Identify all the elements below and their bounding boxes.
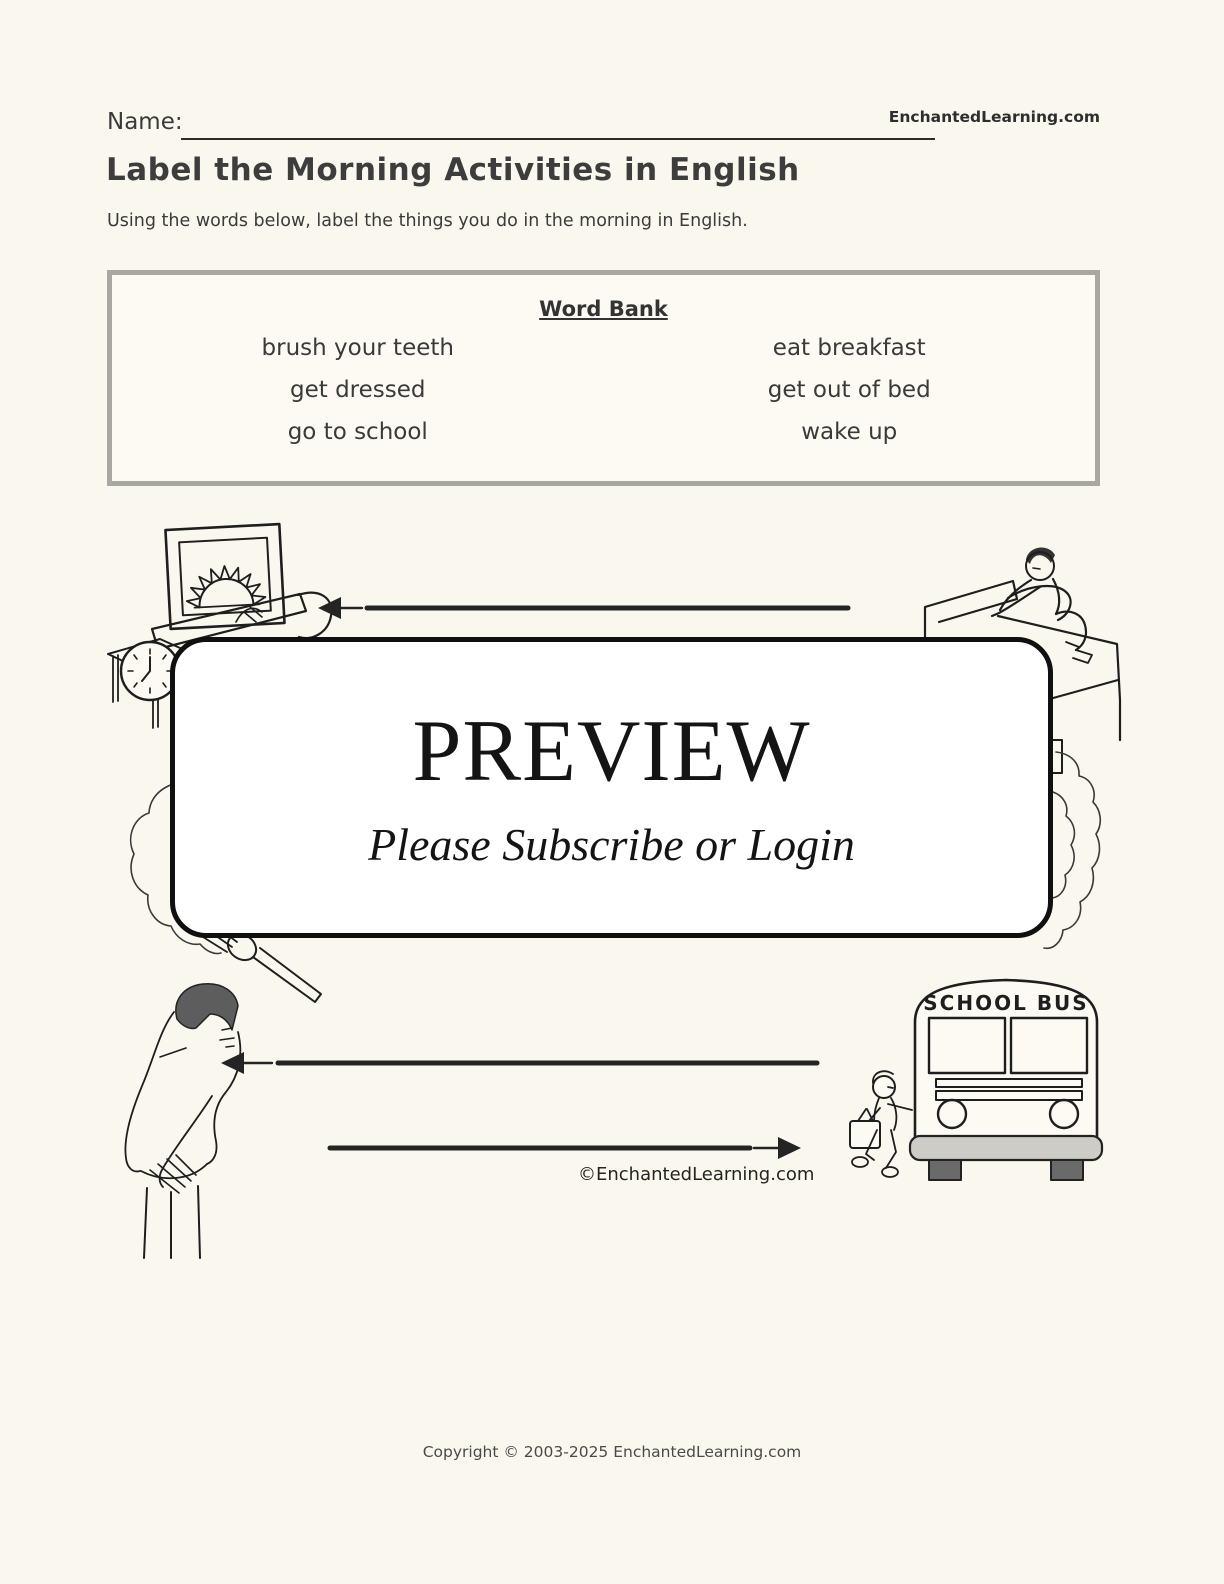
toothbrush-icon	[253, 948, 321, 1002]
name-label: Name:	[107, 109, 183, 135]
word-bank-item: go to school	[287, 419, 428, 445]
child-with-bag-icon	[850, 1071, 912, 1177]
instructions-text: Using the words below, label the things you do in the morning in English.	[107, 211, 748, 231]
word-bank-item: brush your teeth	[261, 335, 454, 361]
preview-title: PREVIEW	[412, 702, 811, 800]
watermark-text: ©EnchantedLearning.com	[578, 1164, 815, 1185]
site-link[interactable]: EnchantedLearning.com	[888, 108, 1100, 126]
copyright-text: Copyright © 2003-2025 EnchantedLearning.com	[422, 1443, 802, 1461]
right-arrow-icon	[778, 1137, 801, 1159]
word-bank-item: get out of bed	[767, 377, 931, 403]
blank-answer-line-1	[318, 597, 848, 619]
get-dressed-scene	[125, 984, 240, 1258]
word-bank-item: eat breakfast	[772, 335, 926, 361]
left-arrow-icon	[221, 1052, 244, 1074]
blank-answer-line-3	[330, 1137, 801, 1159]
school-bus-scene	[850, 980, 1102, 1180]
preview-subtitle: Please Subscribe or Login	[368, 818, 855, 870]
word-bank-title: Word Bank	[539, 297, 668, 321]
sunrise-picture-icon	[165, 524, 284, 629]
word-bank-item: get dressed	[290, 377, 426, 403]
preview-overlay	[170, 637, 1053, 938]
school-bus-sign: SCHOOL BUS	[923, 991, 1089, 1015]
page-title: Label the Morning Activities in English	[106, 152, 800, 188]
blank-answer-line-2	[221, 1052, 817, 1074]
word-bank-item: wake up	[801, 419, 898, 445]
